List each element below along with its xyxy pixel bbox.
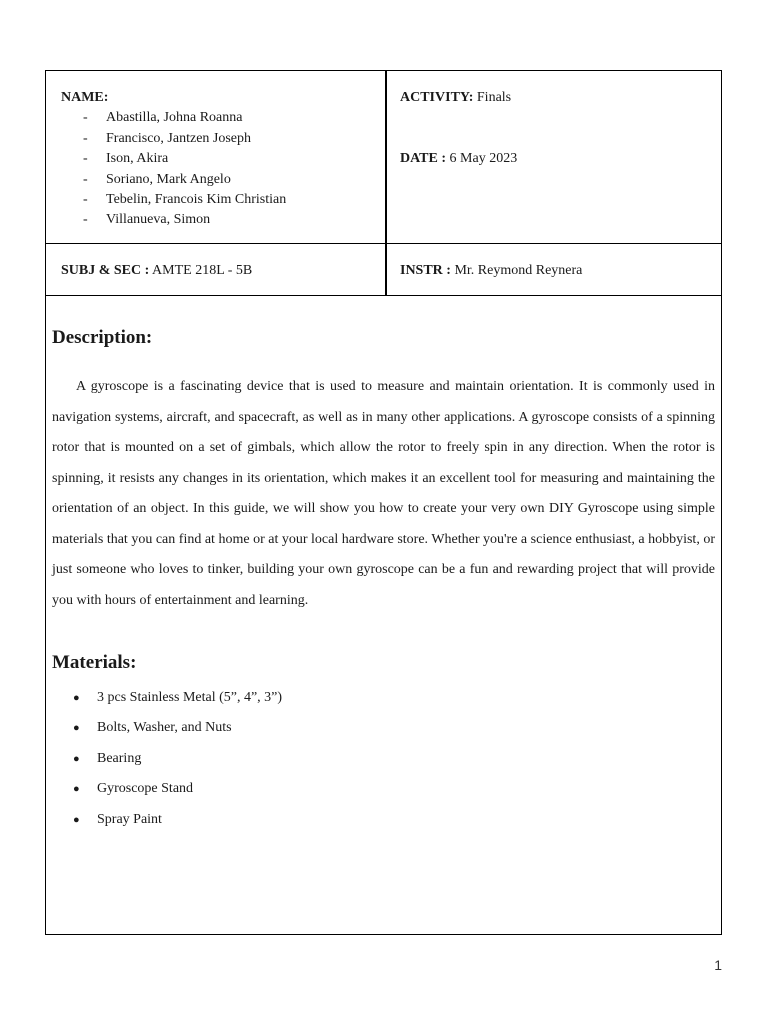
material-label: 3 pcs Stainless Metal (5”, 4”, 3”) bbox=[97, 690, 283, 705]
bullet-icon: ● bbox=[73, 783, 80, 796]
description-paragraph: A gyroscope is a fascinating device that is used to measure and maintain orientation. It is commonly used in navigation systems, aircraft, and spacecraft, as well as in many other applications. A gyroscope consists of a spinning rotor that is mounted on a set of gimbals, which allow the rotor to freely spin in any direction. When the rotor is spinning, it resists any changes in its orientation, which makes it an excellent tool for measuring and maintaining the orientation of an object. In this guide, we will show you how to create your very own DIY Gyroscope using simple materials that you can find at home or at your local hardware store. Whether you're a science enthusiast, a hobbyist, or just someone who loves to tinker, building your own gyroscope can be a fun and rewarding project that will provide you with hours of entertainment and learning. bbox=[52, 379, 715, 608]
instructor-value: Mr. Reymond Reynera bbox=[454, 263, 583, 278]
member-name: Villanueva, Simon bbox=[106, 212, 211, 228]
description-heading: Description: bbox=[52, 327, 153, 348]
material-label: Spray Paint bbox=[97, 811, 162, 827]
bullet-icon: ● bbox=[73, 752, 80, 765]
member-name: Tebelin, Francois Kim Christian bbox=[106, 192, 287, 208]
activity-value: Finals bbox=[476, 90, 512, 105]
activity-cell bbox=[400, 88, 511, 108]
page-number: 1 bbox=[714, 957, 722, 973]
list-item bbox=[52, 744, 282, 774]
list-item bbox=[52, 805, 282, 835]
header-bottom-divider bbox=[46, 295, 721, 296]
header-column-divider bbox=[385, 71, 387, 295]
member-name: Francisco, Jantzen Joseph bbox=[106, 130, 252, 146]
list-item: - Soriano, Mark Angelo bbox=[83, 171, 231, 187]
material-label: Bolts, Washer, and Nuts bbox=[97, 720, 232, 736]
list-item bbox=[52, 774, 282, 804]
subject-label: SUBJ & SEC : bbox=[61, 263, 150, 278]
date-cell bbox=[400, 149, 517, 169]
bullet-icon: ● bbox=[73, 722, 80, 735]
member-name: Soriano, Mark Angelo bbox=[106, 171, 231, 187]
date-label: DATE : bbox=[400, 151, 447, 166]
instructor-cell bbox=[400, 261, 582, 281]
names-cell bbox=[61, 88, 371, 231]
instructor-label: INSTR : bbox=[400, 263, 451, 278]
materials-list bbox=[52, 683, 282, 835]
subject-value: AMTE 218L - 5B bbox=[152, 263, 253, 278]
member-name: Ison, Akira bbox=[106, 151, 169, 167]
subject-section-cell bbox=[61, 261, 252, 281]
bullet-icon: ● bbox=[73, 813, 80, 826]
materials-heading: Materials: bbox=[52, 652, 137, 673]
name-label: NAME: bbox=[61, 90, 109, 105]
names-list bbox=[61, 108, 371, 230]
material-label: Bearing bbox=[97, 750, 142, 766]
list-item: - Tebelin, Francois Kim Christian bbox=[83, 192, 287, 208]
material-label: Gyroscope Stand bbox=[97, 781, 194, 797]
list-item bbox=[52, 713, 282, 743]
list-item: - Ison, Akira bbox=[83, 151, 169, 167]
list-item bbox=[52, 683, 282, 713]
list-item: - Villanueva, Simon bbox=[83, 212, 211, 228]
member-name: Abastilla, Johna Roanna bbox=[106, 110, 243, 126]
list-item: - Francisco, Jantzen Joseph bbox=[83, 130, 252, 146]
activity-label: ACTIVITY: bbox=[400, 90, 474, 105]
header-row-divider bbox=[46, 243, 721, 244]
bullet-icon: ● bbox=[73, 692, 80, 704]
date-value: 6 May 2023 bbox=[449, 151, 518, 166]
list-item: - Abastilla, Johna Roanna bbox=[83, 110, 243, 126]
document-frame bbox=[45, 70, 722, 935]
